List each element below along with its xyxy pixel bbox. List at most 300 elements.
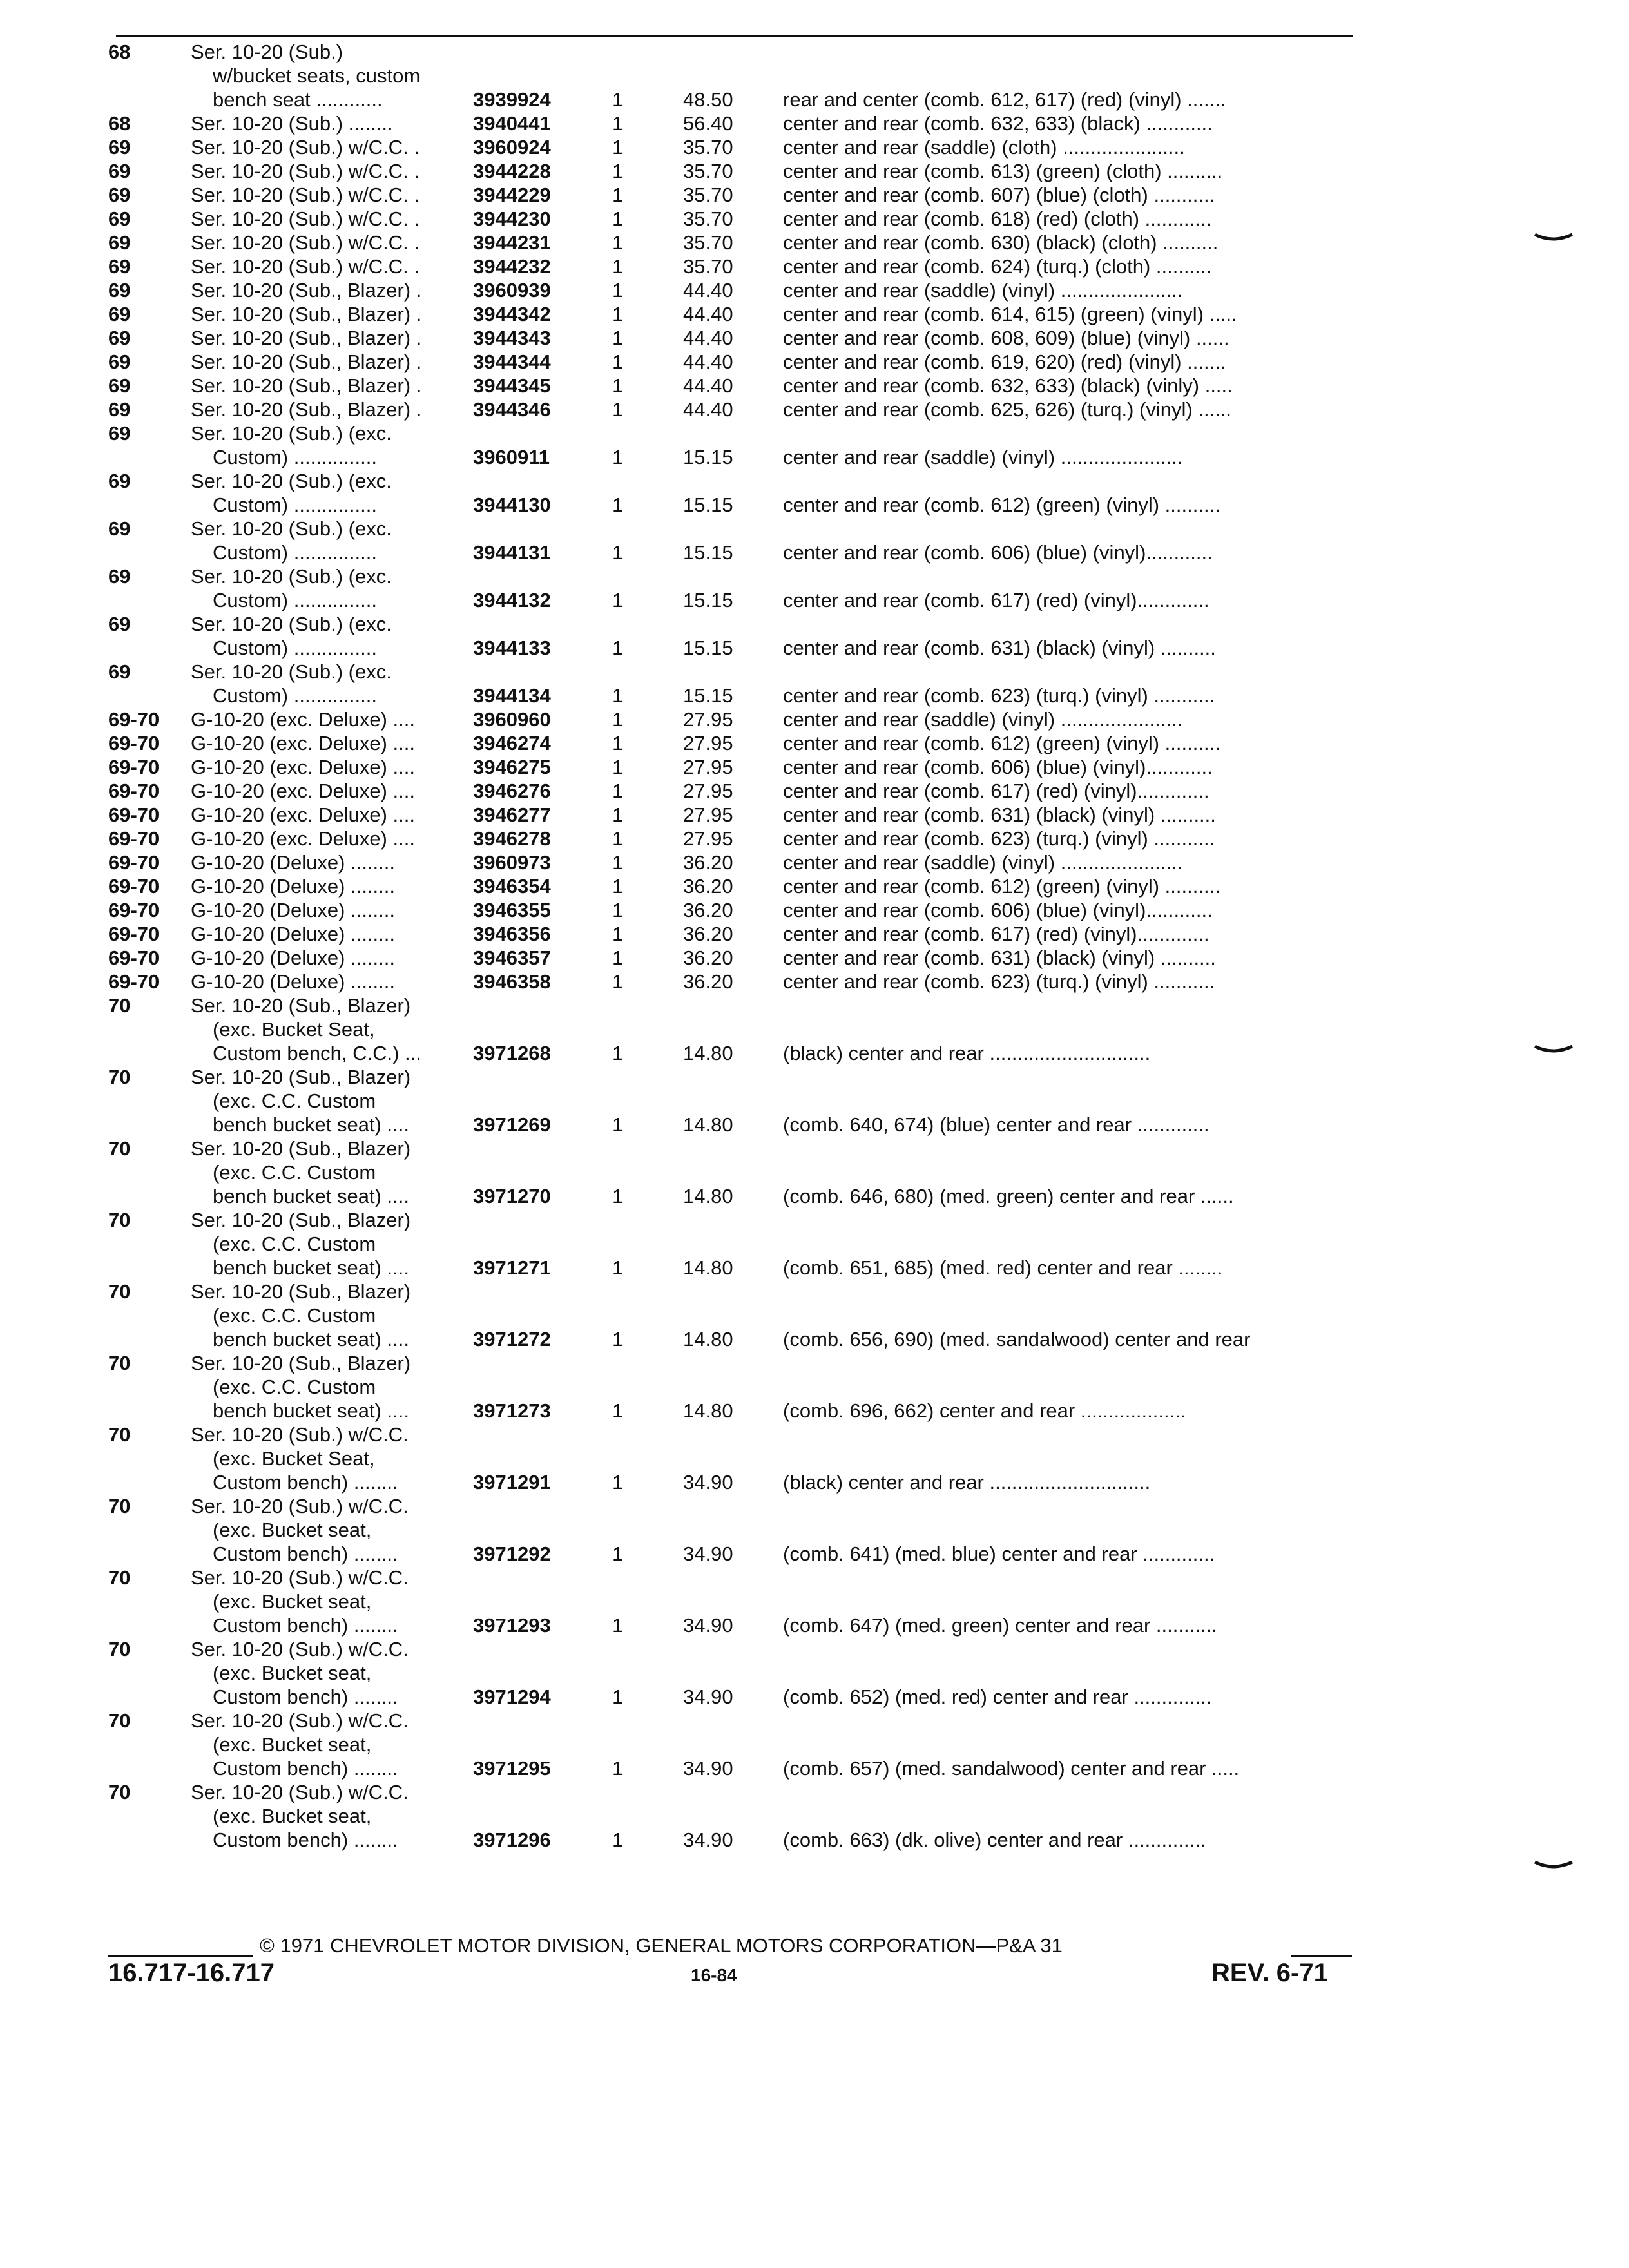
model-description: Custom bench) ........: [213, 1686, 398, 1708]
remarks: center and rear (comb. 608, 609) (blue) (vinyl) ......: [783, 327, 1229, 349]
model-description: (exc. Bucket seat,: [213, 1662, 372, 1684]
parts-row-line: [0, 421, 1629, 445]
remarks: center and rear (comb. 631) (black) (vinyl) ..........: [783, 637, 1216, 659]
binder-hole-mark-bottom: [1534, 1861, 1574, 1870]
parts-row: [0, 517, 1629, 564]
quantity: 1: [612, 780, 624, 802]
parts-row: [0, 398, 1629, 421]
parts-row-line: [0, 1709, 1629, 1733]
footer-copyright-line: [108, 1933, 1352, 1959]
parts-row: [0, 755, 1629, 779]
model-year: 69-70: [108, 851, 160, 874]
part-number: 3946277: [473, 803, 551, 826]
parts-row-line: [0, 207, 1629, 231]
quantity: 1: [612, 327, 624, 349]
remarks: center and rear (comb. 614, 615) (green) (vinyl) .....: [783, 303, 1237, 325]
remarks: center and rear (comb. 623) (turq.) (vinyl) ...........: [783, 970, 1215, 993]
parts-row-line: [0, 660, 1629, 684]
remarks: center and rear (comb. 631) (black) (vinyl) ..........: [783, 803, 1216, 826]
parts-row-line: [0, 1256, 1629, 1280]
model-description: (exc. Bucket seat,: [213, 1590, 372, 1613]
model-description: Custom) ...............: [213, 494, 377, 516]
footer-revision: REV. 6-71: [1211, 1959, 1328, 1987]
model-year: 69: [108, 231, 131, 254]
quantity: 1: [612, 136, 624, 159]
quantity: 1: [612, 1829, 624, 1851]
quantity: 1: [612, 756, 624, 778]
remarks: (comb. 647) (med. green) center and rear ...........: [783, 1614, 1217, 1637]
remarks: center and rear (comb. 623) (turq.) (vinyl) ...........: [783, 684, 1215, 707]
model-description: Ser. 10-20 (Sub., Blazer): [191, 1352, 411, 1374]
quantity: 1: [612, 231, 624, 254]
remarks: (black) center and rear .............................: [783, 1042, 1151, 1064]
parts-row: [0, 278, 1629, 302]
model-description: Ser. 10-20 (Sub.) w/C.C.: [191, 1495, 409, 1517]
parts-row: [0, 1709, 1629, 1780]
parts-row-line: [0, 1184, 1629, 1208]
parts-row: [0, 40, 1629, 111]
part-number: 3944230: [473, 207, 551, 230]
parts-row-line: [0, 898, 1629, 922]
model-year: 69: [108, 613, 131, 635]
part-number: 3946276: [473, 780, 551, 802]
quantity: 1: [612, 1399, 624, 1422]
parts-row-line: [0, 255, 1629, 278]
price: 34.90: [683, 1471, 733, 1494]
remarks: (comb. 656, 690) (med. sandalwood) center and rear: [783, 1328, 1251, 1350]
model-year: 69-70: [108, 708, 160, 731]
remarks: (comb. 641) (med. blue) center and rear .............: [783, 1542, 1215, 1565]
parts-row: [0, 850, 1629, 874]
model-year: 69-70: [108, 875, 160, 898]
price: 27.95: [683, 803, 733, 826]
model-description: bench bucket seat) ....: [213, 1328, 410, 1350]
model-description: bench bucket seat) ....: [213, 1185, 410, 1207]
model-description: (exc. C.C. Custom: [213, 1090, 376, 1112]
quantity: 1: [612, 970, 624, 993]
price: 35.70: [683, 136, 733, 159]
model-year: 69-70: [108, 923, 160, 945]
remarks: center and rear (comb. 632, 633) (black) (vinly) .....: [783, 374, 1233, 397]
parts-row: [0, 731, 1629, 755]
model-description: (exc. Bucket Seat,: [213, 1018, 375, 1041]
model-description: Ser. 10-20 (Sub., Blazer): [191, 1066, 411, 1088]
parts-row-line: [0, 707, 1629, 731]
model-year: 69: [108, 207, 131, 230]
parts-row-line: [0, 135, 1629, 159]
quantity: 1: [612, 398, 624, 421]
parts-row: [0, 1780, 1629, 1852]
parts-row-line: [0, 612, 1629, 636]
quantity: 1: [612, 88, 624, 111]
footer-copyright: © 1971 CHEVROLET MOTOR DIVISION, GENERAL MOTORS CORPORATION—P&A 31: [260, 1934, 1063, 1957]
binder-hole-mark-top: [1534, 233, 1574, 242]
remarks: center and rear (comb. 619, 620) (red) (vinyl) .......: [783, 351, 1226, 373]
remarks: center and rear (comb. 632, 633) (black) ............: [783, 112, 1213, 135]
remarks: center and rear (comb. 617) (red) (vinyl).............: [783, 780, 1210, 802]
parts-row-line: [0, 183, 1629, 207]
model-description: Ser. 10-20 (Sub.) w/C.C.: [191, 1566, 409, 1589]
price: 34.90: [683, 1686, 733, 1708]
part-number: 3946274: [473, 732, 551, 754]
parts-row: [0, 111, 1629, 135]
quantity: 1: [612, 112, 624, 135]
parts-row-line: [0, 111, 1629, 135]
parts-row-line: [0, 1637, 1629, 1661]
parts-row: [0, 1637, 1629, 1709]
remarks: center and rear (comb. 630) (black) (cloth) ..........: [783, 231, 1219, 254]
model-description: Ser. 10-20 (Sub., Blazer): [191, 1209, 411, 1231]
model-description: Ser. 10-20 (Sub., Blazer): [191, 1137, 411, 1160]
parts-row-line: [0, 278, 1629, 302]
parts-row-line: [0, 1494, 1629, 1518]
model-year: 69: [108, 327, 131, 349]
model-description: (exc. C.C. Custom: [213, 1376, 376, 1398]
model-year: 69: [108, 517, 131, 540]
parts-row: [0, 207, 1629, 231]
model-year: 70: [108, 1566, 131, 1589]
model-description: Ser. 10-20 (Sub.) w/C.C. .: [191, 136, 419, 159]
quantity: 1: [612, 803, 624, 826]
parts-row: [0, 1351, 1629, 1423]
parts-row-line: [0, 326, 1629, 350]
price: 35.70: [683, 231, 733, 254]
parts-row: [0, 231, 1629, 255]
part-number: 3944345: [473, 374, 551, 397]
parts-row: [0, 1423, 1629, 1494]
parts-row-line: [0, 803, 1629, 827]
parts-row: [0, 1494, 1629, 1566]
quantity: 1: [612, 827, 624, 850]
quantity: 1: [612, 708, 624, 731]
part-number: 3960973: [473, 851, 551, 874]
model-year: 70: [108, 1209, 131, 1231]
parts-row: [0, 302, 1629, 326]
price: 15.15: [683, 684, 733, 707]
quantity: 1: [612, 160, 624, 182]
model-description: Ser. 10-20 (Sub., Blazer) .: [191, 374, 422, 397]
model-year: 69: [108, 351, 131, 373]
parts-row-line: [0, 469, 1629, 493]
parts-row-line: [0, 302, 1629, 326]
parts-row: [0, 135, 1629, 159]
model-year: 70: [108, 1638, 131, 1660]
parts-row-line: [0, 231, 1629, 255]
part-number: 3971293: [473, 1614, 551, 1637]
price: 14.80: [683, 1042, 733, 1064]
part-number: 3944130: [473, 494, 551, 516]
model-description: Custom) ...............: [213, 589, 377, 611]
model-year: 69: [108, 398, 131, 421]
parts-row-line: [0, 1423, 1629, 1446]
remarks: center and rear (comb. 607) (blue) (cloth) ...........: [783, 184, 1215, 206]
price: 15.15: [683, 446, 733, 468]
parts-row-line: [0, 755, 1629, 779]
parts-row-line: [0, 1780, 1629, 1804]
model-description: G-10-20 (Deluxe) ........: [191, 947, 395, 969]
parts-row-line: [0, 564, 1629, 588]
part-number: 3971291: [473, 1471, 551, 1494]
model-description: Ser. 10-20 (Sub.) w/C.C.: [191, 1638, 409, 1660]
price: 34.90: [683, 1757, 733, 1780]
parts-row-line: [0, 1137, 1629, 1160]
remarks: center and rear (comb. 612) (green) (vinyl) ..........: [783, 875, 1220, 898]
parts-row-line: [0, 1756, 1629, 1780]
parts-row: [0, 779, 1629, 803]
quantity: 1: [612, 589, 624, 611]
parts-row-line: [0, 1470, 1629, 1494]
model-description: bench bucket seat) ....: [213, 1113, 410, 1136]
model-description: (exc. Bucket seat,: [213, 1805, 372, 1827]
binder-hole-mark-middle: [1534, 1045, 1574, 1054]
model-description: Custom) ...............: [213, 684, 377, 707]
quantity: 1: [612, 1614, 624, 1637]
parts-row: [0, 994, 1629, 1065]
parts-row: [0, 255, 1629, 278]
parts-row-line: [0, 850, 1629, 874]
parts-row-line: [0, 374, 1629, 398]
parts-row: [0, 421, 1629, 469]
remarks: center and rear (comb. 623) (turq.) (vinyl) ...........: [783, 827, 1215, 850]
parts-row-line: [0, 64, 1629, 88]
price: 14.80: [683, 1113, 733, 1136]
remarks: (comb. 652) (med. red) center and rear ..............: [783, 1686, 1212, 1708]
quantity: 1: [612, 851, 624, 874]
parts-row-line: [0, 1113, 1629, 1137]
model-year: 70: [108, 1709, 131, 1732]
price: 36.20: [683, 875, 733, 898]
parts-row-line: [0, 779, 1629, 803]
parts-row-line: [0, 1446, 1629, 1470]
model-year: 70: [108, 1352, 131, 1374]
remarks: rear and center (comb. 612, 617) (red) (vinyl) .......: [783, 88, 1226, 111]
quantity: 1: [612, 732, 624, 754]
remarks: center and rear (saddle) (vinyl) ......................: [783, 851, 1183, 874]
model-description: G-10-20 (Deluxe) ........: [191, 851, 395, 874]
parts-row: [0, 898, 1629, 922]
quantity: 1: [612, 637, 624, 659]
model-description: Ser. 10-20 (Sub.) w/C.C. .: [191, 160, 419, 182]
parts-row-line: [0, 1327, 1629, 1351]
model-description: Custom) ...............: [213, 541, 377, 564]
remarks: center and rear (saddle) (cloth) ......................: [783, 136, 1185, 159]
parts-row-line: [0, 159, 1629, 183]
model-year: 69: [108, 470, 131, 492]
footer-rule-right: [1291, 1955, 1352, 1957]
parts-list: [0, 40, 1629, 1852]
remarks: center and rear (saddle) (vinyl) ......................: [783, 708, 1183, 731]
part-number: 3960924: [473, 136, 551, 159]
price: 34.90: [683, 1614, 733, 1637]
part-number: 3944346: [473, 398, 551, 421]
model-description: G-10-20 (exc. Deluxe) ....: [191, 780, 416, 802]
remarks: center and rear (comb. 612) (green) (vinyl) ..........: [783, 732, 1220, 754]
remarks: center and rear (comb. 625, 626) (turq.) (vinyl) ......: [783, 398, 1232, 421]
quantity: 1: [612, 684, 624, 707]
part-number: 3946355: [473, 899, 551, 921]
model-year: 70: [108, 994, 131, 1017]
quantity: 1: [612, 1185, 624, 1207]
remarks: center and rear (saddle) (vinyl) ......................: [783, 446, 1183, 468]
part-number: 3971272: [473, 1328, 551, 1350]
parts-row-line: [0, 922, 1629, 946]
parts-row-line: [0, 1733, 1629, 1756]
parts-row-line: [0, 1041, 1629, 1065]
quantity: 1: [612, 875, 624, 898]
part-number: 3960960: [473, 708, 551, 731]
parts-row-line: [0, 684, 1629, 707]
parts-row: [0, 564, 1629, 612]
part-number: 3944344: [473, 351, 551, 373]
part-number: 3971270: [473, 1185, 551, 1207]
parts-row: [0, 827, 1629, 850]
quantity: 1: [612, 1113, 624, 1136]
parts-row-line: [0, 40, 1629, 64]
price: 27.95: [683, 780, 733, 802]
quantity: 1: [612, 1757, 624, 1780]
parts-row: [0, 1137, 1629, 1208]
parts-row: [0, 922, 1629, 946]
remarks: (black) center and rear .............................: [783, 1471, 1151, 1494]
part-number: 3944131: [473, 541, 551, 564]
part-number: 3971271: [473, 1256, 551, 1279]
parts-row-line: [0, 541, 1629, 564]
remarks: (comb. 646, 680) (med. green) center and rear ......: [783, 1185, 1234, 1207]
model-description: bench seat ............: [213, 88, 383, 111]
quantity: 1: [612, 541, 624, 564]
parts-row: [0, 183, 1629, 207]
parts-row-line: [0, 1542, 1629, 1566]
price: 27.95: [683, 827, 733, 850]
footer-rule-left: [108, 1955, 253, 1957]
remarks: (comb. 696, 662) center and rear ...................: [783, 1399, 1186, 1422]
model-description: Ser. 10-20 (Sub.) ........: [191, 112, 393, 135]
model-year: 69-70: [108, 947, 160, 969]
price: 36.20: [683, 970, 733, 993]
quantity: 1: [612, 1042, 624, 1064]
model-description: Ser. 10-20 (Sub.) w/C.C. .: [191, 184, 419, 206]
parts-row: [0, 1566, 1629, 1637]
part-number: 3971269: [473, 1113, 551, 1136]
model-description: w/bucket seats, custom: [213, 64, 421, 87]
parts-row-line: [0, 1065, 1629, 1089]
part-number: 3960911: [473, 446, 550, 468]
model-year: 69: [108, 279, 131, 302]
model-description: (exc. Bucket seat,: [213, 1733, 372, 1756]
quantity: 1: [612, 1471, 624, 1494]
model-description: Ser. 10-20 (Sub.) (exc.: [191, 470, 392, 492]
model-description: Ser. 10-20 (Sub., Blazer): [191, 994, 411, 1017]
price: 15.15: [683, 494, 733, 516]
price: 14.80: [683, 1185, 733, 1207]
price: 48.50: [683, 88, 733, 111]
price: 36.20: [683, 923, 733, 945]
price: 34.90: [683, 1542, 733, 1565]
price: 27.95: [683, 732, 733, 754]
remarks: center and rear (comb. 617) (red) (vinyl).............: [783, 589, 1210, 611]
model-description: G-10-20 (exc. Deluxe) ....: [191, 803, 416, 826]
parts-row-line: [0, 1208, 1629, 1232]
parts-row-line: [0, 88, 1629, 111]
model-description: Custom) ...............: [213, 446, 377, 468]
model-description: G-10-20 (exc. Deluxe) ....: [191, 756, 416, 778]
price: 14.80: [683, 1328, 733, 1350]
parts-row-line: [0, 970, 1629, 994]
parts-row: [0, 469, 1629, 517]
model-description: Ser. 10-20 (Sub., Blazer) .: [191, 303, 422, 325]
model-year: 70: [108, 1280, 131, 1303]
price: 36.20: [683, 899, 733, 921]
model-description: (exc. Bucket seat,: [213, 1519, 372, 1541]
remarks: center and rear (comb. 612) (green) (vinyl) ..........: [783, 494, 1220, 516]
part-number: 3940441: [473, 112, 551, 135]
quantity: 1: [612, 1328, 624, 1350]
price: 34.90: [683, 1829, 733, 1851]
model-description: G-10-20 (Deluxe) ........: [191, 899, 395, 921]
price: 15.15: [683, 541, 733, 564]
price: 36.20: [683, 947, 733, 969]
model-year: 70: [108, 1137, 131, 1160]
quantity: 1: [612, 923, 624, 945]
parts-row-line: [0, 1613, 1629, 1637]
model-description: (exc. C.C. Custom: [213, 1161, 376, 1184]
parts-row: [0, 874, 1629, 898]
part-number: 3946356: [473, 923, 551, 945]
parts-row: [0, 707, 1629, 731]
model-description: G-10-20 (Deluxe) ........: [191, 970, 395, 993]
model-year: 69: [108, 422, 131, 445]
model-year: 69-70: [108, 827, 160, 850]
parts-row-line: [0, 1280, 1629, 1303]
parts-row-line: [0, 1566, 1629, 1590]
price: 44.40: [683, 374, 733, 397]
quantity: 1: [612, 1542, 624, 1565]
parts-row-line: [0, 588, 1629, 612]
model-description: Ser. 10-20 (Sub.) (exc.: [191, 613, 392, 635]
model-description: Custom bench) ........: [213, 1757, 398, 1780]
parts-row-line: [0, 827, 1629, 850]
part-number: 3946358: [473, 970, 551, 993]
price: 35.70: [683, 184, 733, 206]
price: 44.40: [683, 303, 733, 325]
part-number: 3944342: [473, 303, 551, 325]
price: 15.15: [683, 589, 733, 611]
part-number: 3944231: [473, 231, 551, 254]
part-number: 3971296: [473, 1829, 551, 1851]
price: 35.70: [683, 160, 733, 182]
model-description: Ser. 10-20 (Sub.) (exc.: [191, 422, 392, 445]
part-number: 3946278: [473, 827, 551, 850]
parts-row: [0, 803, 1629, 827]
parts-row: [0, 350, 1629, 374]
model-year: 69: [108, 565, 131, 588]
model-year: 69: [108, 660, 131, 683]
model-description: G-10-20 (Deluxe) ........: [191, 923, 395, 945]
model-year: 69-70: [108, 732, 160, 754]
parts-row-line: [0, 1089, 1629, 1113]
parts-row-line: [0, 946, 1629, 970]
remarks: (comb. 651, 685) (med. red) center and rear ........: [783, 1256, 1223, 1279]
model-description: Ser. 10-20 (Sub.) w/C.C.: [191, 1709, 409, 1732]
parts-row: [0, 612, 1629, 660]
model-description: Ser. 10-20 (Sub.) w/C.C.: [191, 1781, 409, 1803]
parts-row-line: [0, 1399, 1629, 1423]
model-description: Ser. 10-20 (Sub., Blazer) .: [191, 351, 422, 373]
part-number: 3946357: [473, 947, 551, 969]
model-description: Ser. 10-20 (Sub.) w/C.C. .: [191, 207, 419, 230]
remarks: center and rear (comb. 606) (blue) (vinyl)............: [783, 756, 1213, 778]
part-number: 3971294: [473, 1686, 551, 1708]
